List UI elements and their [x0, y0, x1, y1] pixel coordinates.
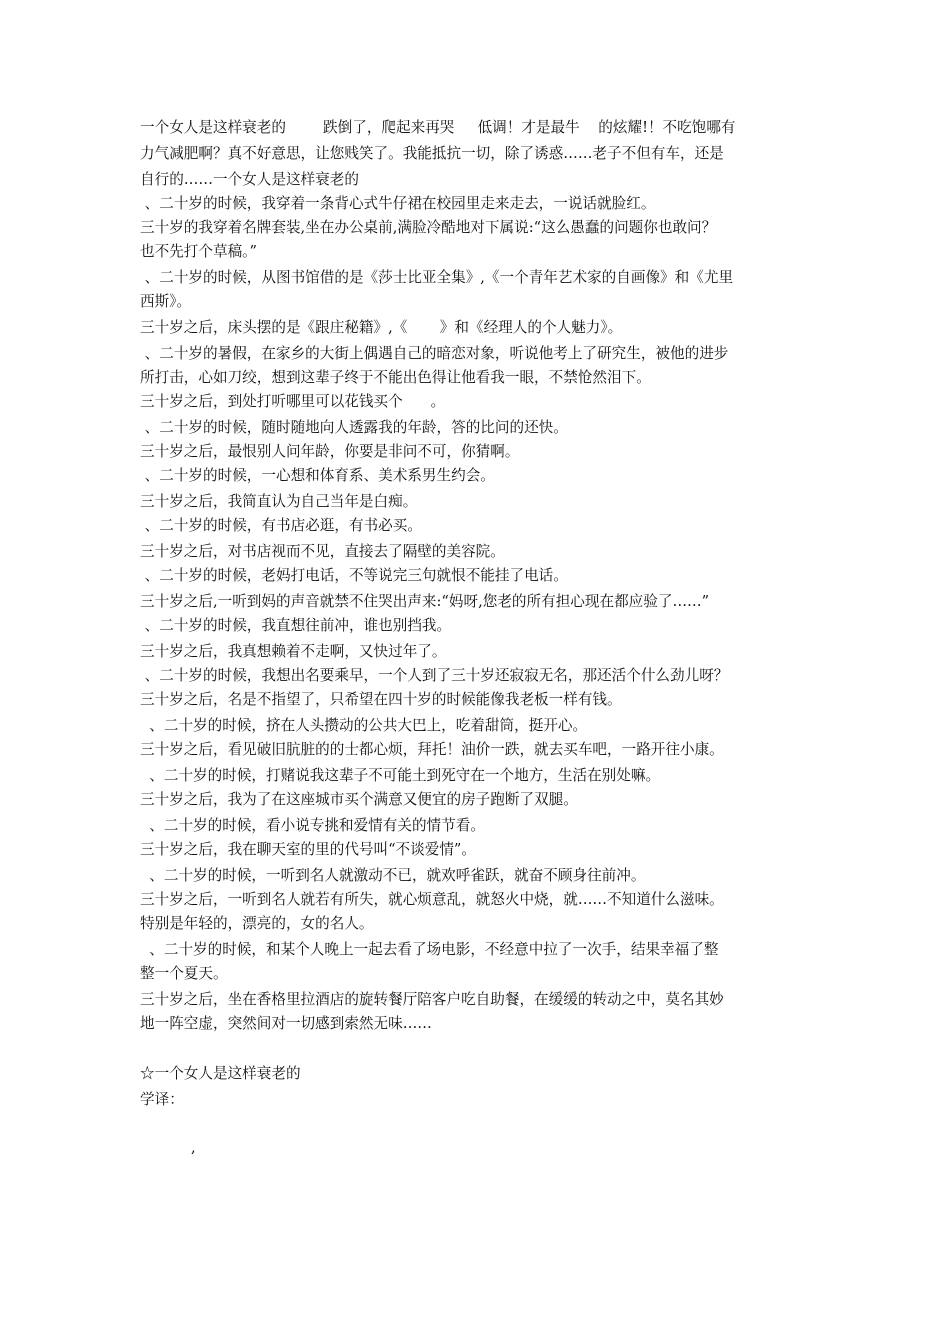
- text-line: 、二十岁的时候，从图书馆借的是《莎士比亚全集》,《一个青年艺术家的自画像》和《尤里: [140, 269, 734, 286]
- text-line: 三十岁之后，坐在香格里拉酒店的旋转餐厅陪客户吃自助餐，在缓缓的转动之中，莫名其妙: [140, 991, 724, 1008]
- text-line: 、二十岁的时候，老妈打电话，不等说完三句就恨不能挂了电话。: [140, 567, 568, 584]
- text-line: 、二十岁的时候，打赌说我这辈子不可能土到死守在一个地方，生活在别处嘛。: [140, 767, 661, 784]
- text-line: 西斯》。: [140, 293, 192, 310]
- text-line: 地一阵空虚，突然间对一切感到索然无味……: [140, 1015, 432, 1032]
- text-line: 一个女人是这样衰老的 跌倒了，爬起来再哭 低调！才是最牛 的炫耀!！不吃饱哪有: [140, 119, 736, 136]
- text-line: 、二十岁的时候，我穿着一条背心式牛仔裙在校园里走来走去，一说话就脸红。: [140, 195, 656, 212]
- text-line: 、二十岁的暑假，在家乡的大街上偶遇自己的暗恋对象，听说他考上了研究生，被他的进步: [140, 345, 729, 362]
- text-line: 、二十岁的时候，我想出名要乘早，一个人到了三十岁还寂寂无名，那还活个什么劲儿呀？: [140, 667, 729, 684]
- text-line: 三十岁之后，对书店视而不见，直接去了隔壁的美容院。: [140, 543, 505, 560]
- text-line: 整一个夏天。: [140, 965, 228, 982]
- text-line: 三十岁之后，看见破旧肮脏的的士都心烦，拜托！油价一跌，就去买车吧，一路开往小康。: [140, 741, 724, 758]
- text-line: 三十岁之后，床头摆的是《跟庄秘籍》,《 》和《经理人的个人魅力》。: [140, 319, 623, 336]
- text-line: 、二十岁的时候，和某个人晚上一起去看了场电影，不经意中拉了一次手，结果幸福了整: [140, 941, 719, 958]
- text-line: 三十岁之后，最恨别人问年龄，你要是非问不可，你猜啊。: [140, 443, 520, 460]
- text-line: 、二十岁的时候，看小说专挑和爱情有关的情节看。: [140, 817, 485, 834]
- text-line: 三十岁之后，我在聊天室的里的代号叫“不谈爱情”。: [140, 841, 476, 858]
- text-line: 所打击，心如刀绞，想到这辈子终于不能出色得让他看我一眼，不禁怆然泪下。: [140, 369, 651, 386]
- text-line: 三十岁之后,一听到妈的声音就禁不住哭出声来:“妈呀,您老的所有担心现在都应验了……”: [140, 593, 710, 610]
- text-line: 自行的……一个女人是这样衰老的: [140, 171, 359, 188]
- text-line: 、二十岁的时候，有书店必逛，有书必买。: [140, 517, 422, 534]
- text-line: 三十岁之后，到处打听哪里可以花钱买个 。: [140, 393, 446, 410]
- text-line: 三十岁之后，一听到名人就若有所失，就心烦意乱，就怒火中烧，就……不知道什么滋味。: [140, 891, 724, 908]
- text-line: 、二十岁的时候，我直想往前冲，谁也别挡我。: [140, 617, 452, 634]
- text-line: 、二十岁的时候，随时随地向人透露我的年龄，答的比问的还快。: [140, 419, 568, 436]
- text-line: 特别是年轻的，漂亮的，女的名人。: [140, 915, 374, 932]
- text-line: 也不先打个草稿。”: [140, 243, 257, 260]
- text-line: 、二十岁的时候，一听到名人就激动不已，就欢呼雀跃，就奋不顾身往前冲。: [140, 867, 646, 884]
- text-line: 、二十岁的时候，挤在人头攒动的公共大巴上，吃着甜筒，挺开心。: [140, 717, 588, 734]
- text-line: 、二十岁的时候，一心想和体育系、美术系男生约会。: [140, 467, 495, 484]
- text-line: 三十岁之后，我真想赖着不走啊，又快过年了。: [140, 643, 447, 660]
- text-line: [140, 1039, 820, 1061]
- text-line: ☆一个女人是这样衰老的: [140, 1065, 301, 1082]
- text-line: 三十岁之后，我为了在这座城市买个满意又便宜的房子跑断了双腿。: [140, 791, 578, 808]
- text-line: 三十岁之后，我简直认为自己当年是白痴。: [140, 493, 418, 510]
- text-line: 学译：: [140, 1091, 184, 1108]
- text-line: 力气减肥啊？真不好意思，让您贱笑了。我能抵抗一切，除了诱惑……老子不但有车，还是: [140, 145, 724, 162]
- text-line: ,: [140, 1139, 196, 1156]
- text-line: 三十岁之后，名是不指望了，只希望在四十岁的时候能像我老板一样有钱。: [140, 691, 622, 708]
- text-line: [140, 1113, 820, 1135]
- text-line: 三十岁的我穿着名牌套装,坐在办公桌前,满脸冷酷地对下属说:“这么愚蠢的问题你也敢问？: [140, 219, 717, 236]
